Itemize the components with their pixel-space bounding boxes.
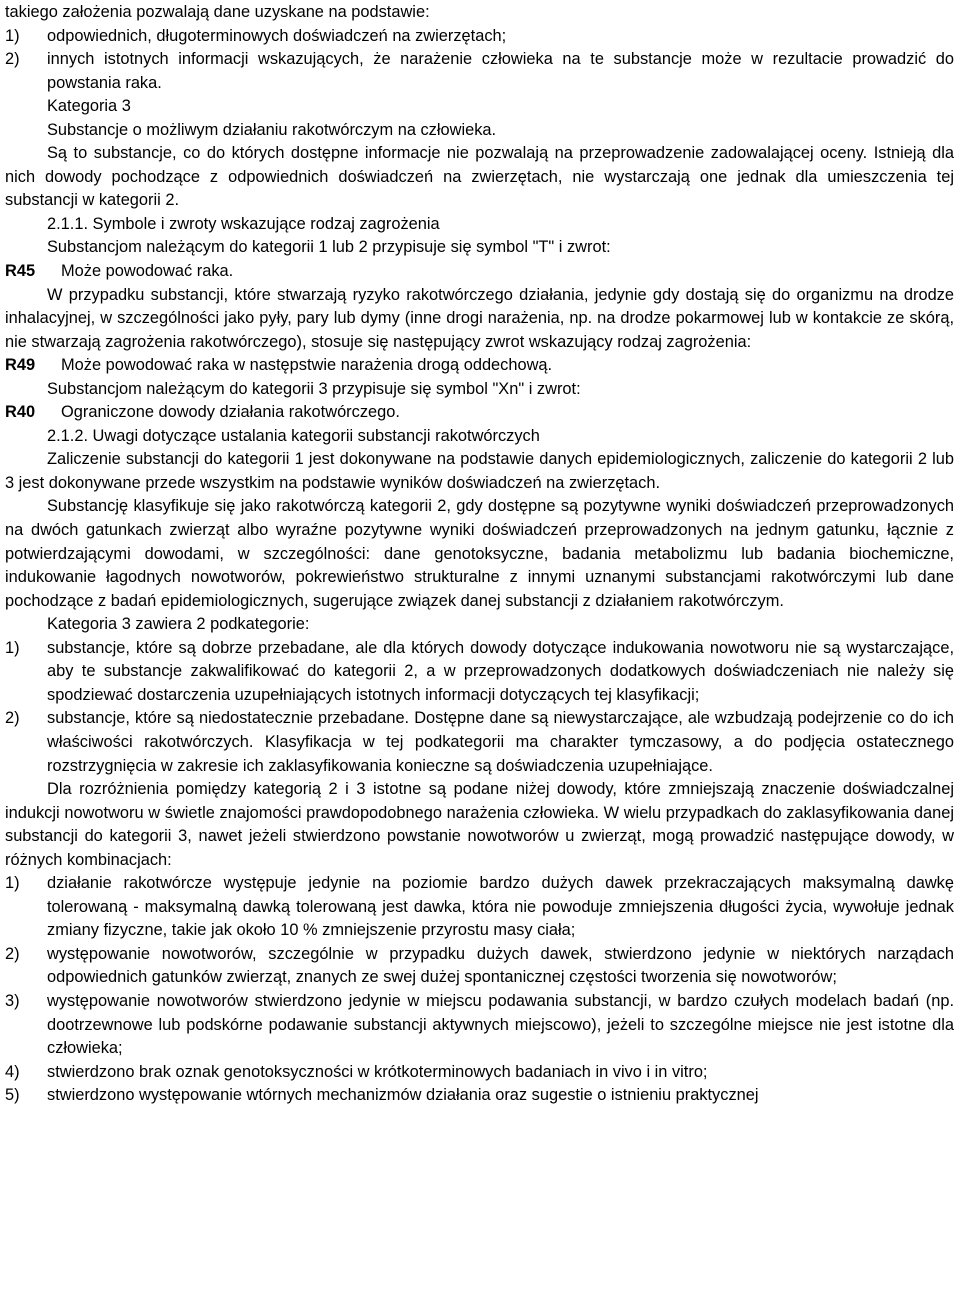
evidence-item-text: stwierdzono występowanie wtórnych mechanizmów działania oraz sugestie o istnieniu praktycznej — [47, 1086, 759, 1105]
intro-item-number: 2) — [5, 50, 20, 69]
subcategory-item-2 — [5, 707, 954, 778]
evidence-item-text: występowanie nowotworów, szczególnie w przypadku dużych dawek, stwierdzono jedynie w niektórych narządach odpowiednich gatunków zwierząt, znanych ze swej dużej spontanicznej częstości tworzenia się nowotworów; — [47, 944, 954, 987]
subcategory-item-number: 1) — [5, 638, 20, 657]
section-2-1-1-paragraph-2: W przypadku substancji, które stwarzają ryzyko rakotwórczego działania, jedynie gdy dostają się do organizmu na drodze inhalacyjnej, w szczególności jako pyły, pary lub dymy (inne drogi narażenia, np. na drodze pokarmowej lub w kontakcie ze skórą, nie stwarzają zagrożenia rakotwórczego), stosuje się następujący zwrot wskazujący rodzaj zagrożenia: — [5, 285, 954, 351]
category-3-description: Są to substancje, co do których dostępne informacje nie pozwalają na przeprowadzenie zadowalającej oceny. Istnieją dla nich dowody pochodzące z odpowiednich doświadczeń na zwierzętach, nie wystarczają one jednak dla umieszczenia tej substancji w kategorii 2. — [5, 144, 954, 210]
evidence-item-number: 1) — [5, 874, 20, 893]
evidence-item-1 — [5, 872, 954, 943]
intro-item-text: odpowiednich, długoterminowych doświadczeń na zwierzętach; — [47, 26, 507, 45]
evidence-item-number: 4) — [5, 1062, 20, 1081]
section-2-1-2-paragraph-1: Zaliczenie substancji do kategorii 1 jest dokonywane na podstawie danych epidemiologicznych, zaliczenie do kategorii 2 lub 3 jest dokonywane przede wszystkim na podstawie wyników doświadczeń na zwierzętach. — [5, 450, 954, 492]
evidence-item-3 — [5, 990, 954, 1061]
subcategory-item-text: substancje, które są dobrze przebadane, ale dla których dowody dotyczące indukowania nowotworu nie są wystarczające, aby te substancje zakwalifikować do kategorii 2, a w przeprowadzonych dodatkowych doświadczeniach nie należy się spodziewać dostarczenia uzupełniających istotnych informacji dotyczących tej klasyfikacji; — [47, 638, 954, 704]
subcategory-item-1 — [5, 637, 954, 708]
evidence-item-text: działanie rakotwórcze występuje jedynie na poziomie bardzo dużych dawek przekraczających maksymalną dawkę tolerowaną - maksymalną dawką tolerowaną jest dawka, która nie powoduje zmniejszenia długości życia, wywołuje jednak zmiany fizyczne, takie jak około 10 % zmniejszenie przyrostu masy ciała; — [47, 874, 954, 940]
section-2-1-1-paragraph-3: Substancjom należącym do kategorii 3 przypisuje się symbol "Xn" i zwrot: — [47, 379, 581, 398]
intro-item-number: 1) — [5, 26, 20, 45]
section-2-1-2-paragraph-2: Substancję klasyfikuje się jako rakotwórczą kategorii 2, gdy dostępne są pozytywne wyniki doświadczeń przeprowadzonych na dwóch gatunkach zwierząt albo wyraźne pozytywne wyniki doświadczeń przeprowadzonych na jednym gatunku, łącznie z potwierdzającymi dowodami, w szczególności: dane genotoksyczne, badania metabolizmu lub badania biochemiczne, indukowanie łagodnych nowotworów, pokrewieństwo strukturalne z innymi uznanymi substancjami rakotwórczymi lub dane pochodzące z badań epidemiologicznych, sugerujące związek danej substancji z działaniem rakotwórczym. — [5, 497, 954, 610]
section-2-1-2-heading: 2.1.2. Uwagi dotyczące ustalania kategorii substancji rakotwórczych — [47, 426, 540, 445]
evidence-item-text: występowanie nowotworów stwierdzono jedynie w miejscu podawania substancji, w bardzo czułych modelach badań (np. dootrzewnowe lub podskórne podawanie substancji aktywnych miejscowo), jeżeli to szczególne miejsce nie jest istotne dla człowieka; — [47, 991, 954, 1058]
subcategory-item-number: 2) — [5, 709, 20, 728]
r40-text: Ograniczone dowody działania rakotwórczego. — [61, 403, 400, 422]
r49-text: Może powodować raka w następstwie narażenia drogą oddechową. — [61, 356, 553, 375]
section-2-1-1-heading: 2.1.1. Symbole i zwroty wskazujące rodzaj zagrożenia — [47, 214, 440, 233]
r49-phrase — [5, 354, 954, 378]
evidence-item-4 — [5, 1061, 954, 1085]
evidence-item-number: 3) — [5, 991, 20, 1010]
section-2-1-2-paragraph-3: Kategoria 3 zawiera 2 podkategorie: — [47, 615, 310, 634]
r49-code: R49 — [5, 356, 36, 375]
r45-text: Może powodować raka. — [61, 262, 234, 281]
evidence-item-5 — [5, 1084, 954, 1108]
section-2-1-2-paragraph-4: Dla rozróżnienia pomiędzy kategorią 2 i 3 istotne są podane niżej dowody, które zmniejszają znaczenie doświadczalnej indukcji nowotworu w świetle znajomości prawdopodobnego narażenia człowieka. W wielu przypadkach do zaklasyfikowania danej substancji do kategorii 3, nawet jeżeli stwierdzono powstanie nowotworów u zwierząt, mogą prowadzić następujące dowody, w różnych kombinacjach: — [5, 780, 954, 869]
category-3-subtitle: Substancje o możliwym działaniu rakotwórczym na człowieka. — [47, 120, 497, 139]
r40-phrase — [5, 401, 954, 425]
intro-item-text: innych istotnych informacji wskazujących, że narażenie człowieka na te substancje może w rezultacie prowadzić do powstania raka. — [47, 50, 954, 92]
intro-item-2 — [5, 48, 954, 95]
evidence-item-number: 2) — [5, 944, 20, 963]
evidence-item-number: 5) — [5, 1086, 20, 1105]
subcategory-item-text: substancje, które są niedostatecznie przebadane. Dostępne dane są niewystarczające, ale wzbudzają podejrzenie co do ich właściwości rakotwórczych. Klasyfikacja w tej podkategorii ma charakter tymczasowy, a do podjęcia ostatecznego rozstrzygnięcia w zakresie ich zaklasyfikowania konieczne są doświadczenia uzupełniające. — [47, 709, 954, 775]
section-2-1-1-paragraph-1: Substancjom należącym do kategorii 1 lub 2 przypisuje się symbol "T" i zwrot: — [47, 238, 611, 257]
intro-item-1 — [5, 25, 954, 49]
r45-code: R45 — [5, 262, 36, 281]
evidence-item-2 — [5, 943, 954, 990]
r40-code: R40 — [5, 403, 36, 422]
category-3-title: Kategoria 3 — [47, 97, 131, 116]
intro-line: takiego założenia pozwalają dane uzyskane na podstawie: — [5, 3, 430, 21]
evidence-item-text: stwierdzono brak oznak genotoksyczności w krótkoterminowych badaniach in vivo i in vitro; — [47, 1062, 708, 1081]
r45-phrase — [5, 260, 954, 284]
